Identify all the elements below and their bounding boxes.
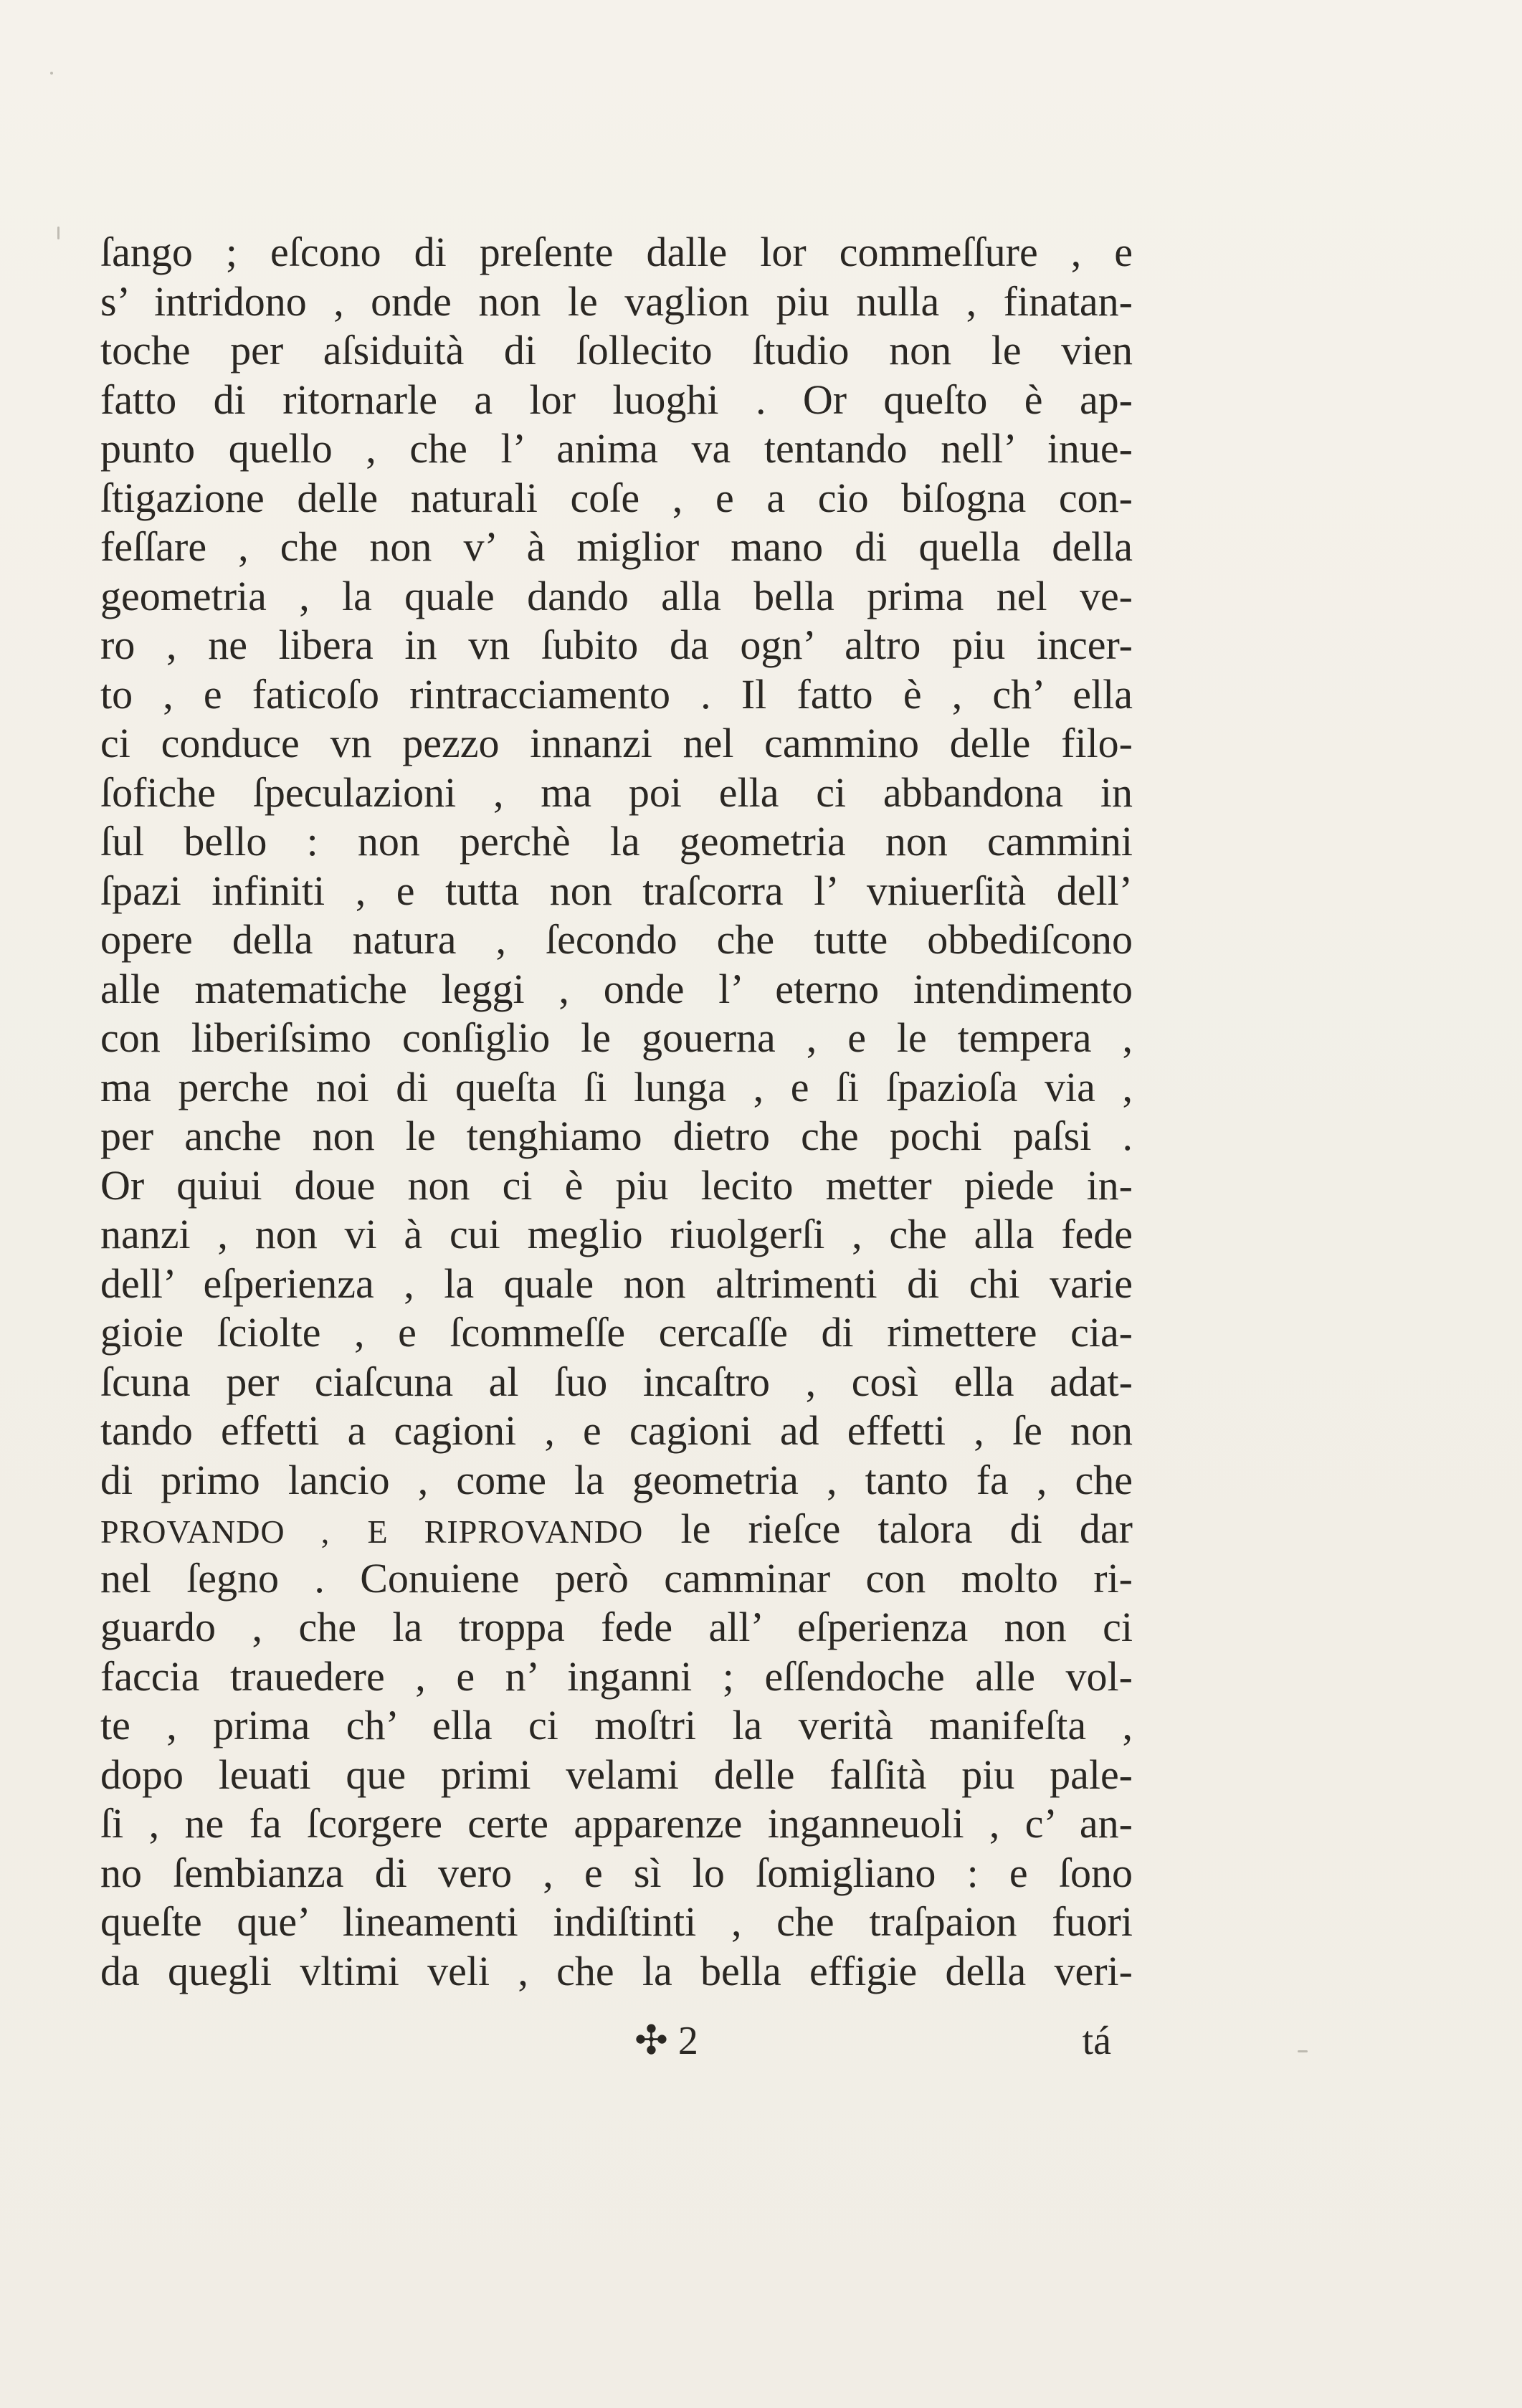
- text-line-14: ſpazi infiniti , e tutta non traſcorra l’ vniuerſità dell’: [100, 867, 1133, 914]
- text-line-5: punto quello , che l’ anima va tentando nell’ inue-: [100, 425, 1133, 472]
- text-line-11: ci conduce vn pezzo innanzi nel cammino delle filo-: [100, 720, 1133, 766]
- text-line-36: da quegli vltimi veli , che la bella effigie della veri-: [100, 1947, 1133, 1994]
- text-line-7: feſſare , che non v’ à miglior mano di quella della: [100, 523, 1133, 570]
- text-line-30: faccia trauedere , e n’ inganni ; eſſendoche alle vol-: [100, 1652, 1133, 1700]
- catchword: tá: [1082, 2019, 1111, 2063]
- text-line-22: dell’ eſperienza , la quale non altrimenti di chi varie: [100, 1260, 1133, 1307]
- text-line-12: ſofiche ſpeculazioni , ma poi ella ci abbandona in: [100, 768, 1133, 816]
- text-line-19: per anche non le tenghiamo dietro che pochi paſsi .: [100, 1113, 1133, 1159]
- smallcaps-provando: PROVANDO ,: [100, 1513, 330, 1550]
- text-line-16: alle matematiche leggi , onde l’ eterno intendimento: [100, 965, 1133, 1012]
- text-line-8: geometria , la quale dando alla bella prima nel ve-: [100, 572, 1133, 619]
- text-line-18: ma perche noi di queſta ſi lunga , e ſi ſpazioſa via ,: [100, 1063, 1133, 1110]
- page-footer: [100, 2016, 1133, 2066]
- signature-mark: ✣ 2: [634, 2019, 698, 2063]
- smallcaps-line-rest: le rieſce talora di dar: [680, 1505, 1133, 1552]
- text-line-29: guardo , che la troppa fede all’ eſperienza non ci: [100, 1604, 1133, 1650]
- text-line-32: dopo leuati que primi velami delle falſità piu pale-: [100, 1751, 1133, 1798]
- text-line-15: opere della natura , ſecondo che tutte obbediſcono: [100, 916, 1133, 963]
- paper-speck: [57, 227, 60, 239]
- text-line-27-smallcaps: [100, 1505, 1133, 1554]
- text-line-13: ſul bello : non perchè la geometria non cammini: [100, 818, 1133, 865]
- text-line-9: ro , ne libera in vn ſubito da ogn’ altro piu incer-: [100, 622, 1133, 668]
- text-line-35: queſte que’ lineamenti indiſtinti , che traſpaion fuori: [100, 1898, 1133, 1945]
- text-line-17: con liberiſsimo conſiglio le gouerna , e le tempera ,: [100, 1014, 1133, 1061]
- text-line-6: ſtigazione delle naturali coſe , e a cio biſogna con-: [100, 474, 1133, 521]
- text-line-33: ſi , ne fa ſcorgere certe apparenze inganneuoli , c’ an-: [100, 1800, 1133, 1847]
- paper-speck: [50, 72, 53, 75]
- text-line-2: s’ intridono , onde non le vaglion piu nulla , finatan-: [100, 277, 1133, 325]
- text-line-34: no ſembianza di vero , e sì lo ſomigliano : e ſono: [100, 1849, 1133, 1896]
- body-text: [100, 228, 1133, 1996]
- text-line-21: nanzi , non vi à cui meglio riuolgerſi , che alla fede: [100, 1211, 1133, 1257]
- text-line-3: toche per aſsiduità di ſollecito ſtudio non le vien: [100, 327, 1133, 373]
- text-line-24: ſcuna per ciaſcuna al ſuo incaſtro , così ella adat-: [100, 1358, 1133, 1405]
- paper-speck: [1298, 2050, 1308, 2052]
- text-line-1: ſango ; eſcono di preſente dalle lor commeſſure , e: [100, 229, 1133, 275]
- text-line-20: Or quiui doue non ci è piu lecito metter piede in-: [100, 1161, 1133, 1209]
- text-line-28: nel ſegno . Conuiene però camminar con molto ri-: [100, 1554, 1133, 1602]
- smallcaps-riprovando: E RIPROVANDO: [367, 1513, 644, 1550]
- text-line-10: to , e faticoſo rintracciamento . Il fatto è , ch’ ella: [100, 670, 1133, 718]
- text-line-26: di primo lancio , come la geometria , tanto fa , che: [100, 1456, 1133, 1503]
- text-line-23: gioie ſciolte , e ſcommeſſe cercaſſe di rimettere cia-: [100, 1309, 1133, 1356]
- text-line-25: tando effetti a cagioni , e cagioni ad effetti , ſe non: [100, 1407, 1133, 1454]
- text-line-4: fatto di ritornarle a lor luoghi . Or queſto è ap-: [100, 376, 1133, 423]
- text-line-31: te , prima ch’ ella ci moſtri la verità manifeſta ,: [100, 1702, 1133, 1748]
